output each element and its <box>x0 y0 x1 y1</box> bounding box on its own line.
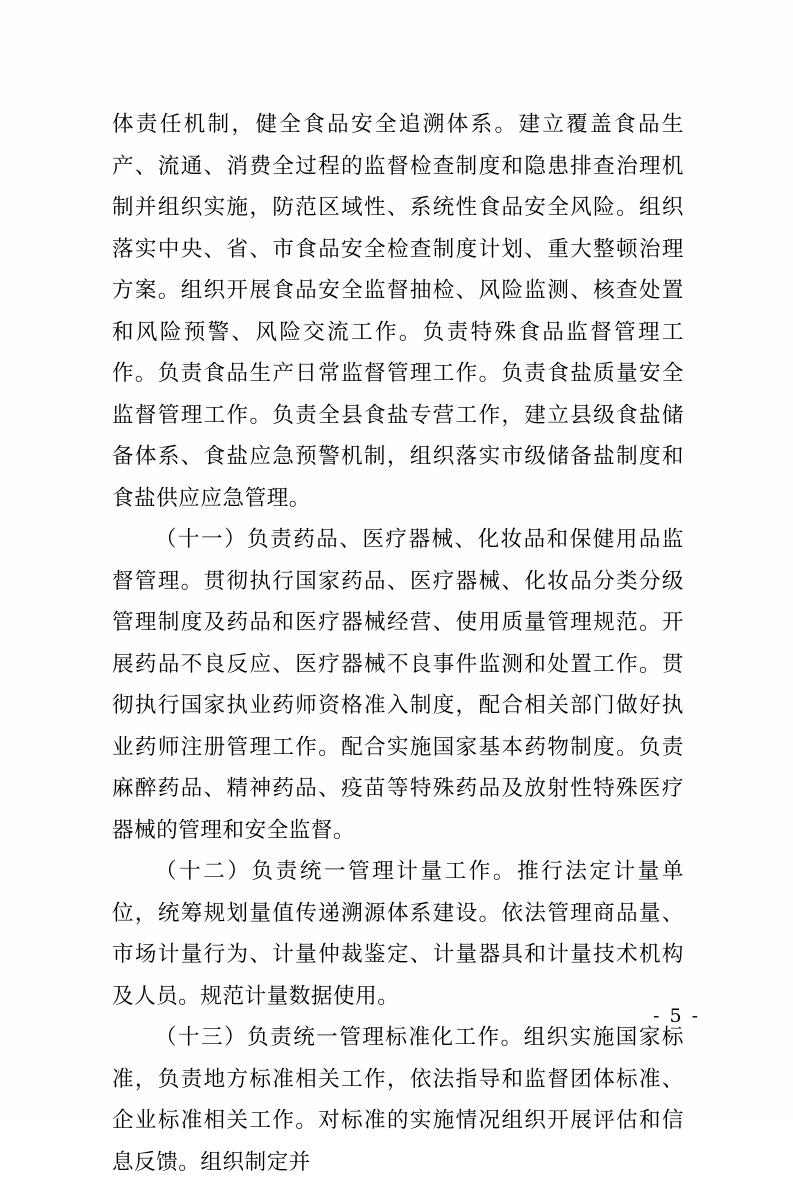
paragraph-1: 体责任机制，健全食品安全追溯体系。建立覆盖食品生产、流通、消费全过程的监督检查制度和隐患排查治理机制并组织实施，防范区域性、系统性食品安全风险。组织落实中央、省、市食品安全检查制度计划、重大整顿治理方案。组织开展食品安全监督抽检、风险监测、核查处置和风险预警、风险交流工作。负责特殊食品监督管理工作。负责食品生产日常监督管理工作。负责食盐质量安全监督管理工作。负责全县食盐专营工作，建立县级食盐储备体系、食盐应急预警机制，组织落实市级储备盐制度和食盐供应应急管理。 <box>112 112 684 511</box>
paragraph-4: （十三）负责统一管理标准化工作。组织实施国家标准，负责地方标准相关工作，依法指导和监督团体标准、企业标准相关工作。对标准的实施情况组织开展评估和信息反馈。组织制定并 <box>112 1025 684 1175</box>
page-number: - 5 - <box>652 1005 700 1027</box>
paragraph-2: （十一）负责药品、医疗器械、化妆品和保健用品监督管理。贯彻执行国家药品、医疗器械、化妆品分类分级管理制度及药品和医疗器械经营、使用质量管理规范。开展药品不良反应、医疗器械不良事件监测和处置工作。贯彻执行国家执业药师资格准入制度，配合相关部门做好执业药师注册管理工作。配合实施国家基本药物制度。负责麻醉药品、精神药品、疫苗等特殊药品及放射性特殊医疗器械的管理和安全监督。 <box>112 527 684 843</box>
paragraph-3: （十二）负责统一管理计量工作。推行法定计量单位，统筹规划量值传递溯源体系建设。依法管理商品量、市场计量行为、计量仲裁鉴定、计量器具和计量技术机构及人员。规范计量数据使用。 <box>112 859 684 1009</box>
page-footer <box>0 1005 793 1027</box>
